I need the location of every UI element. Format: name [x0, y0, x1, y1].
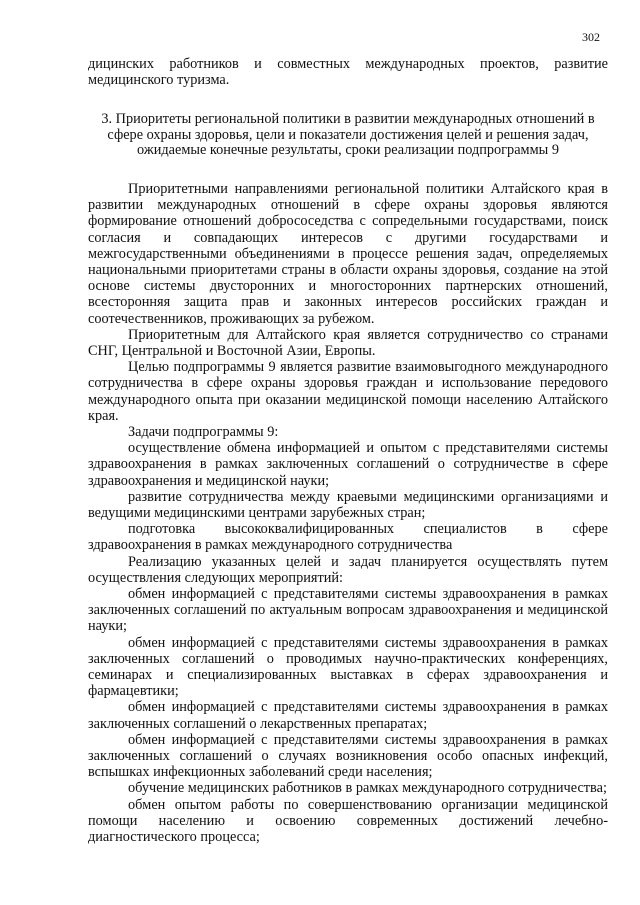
page-number: 302: [582, 30, 600, 44]
paragraph: Целью подпрограммы 9 является развитие взаимовыгодного международного сотрудничества в сфере охраны здоровья граждан и использование передового международного опыта при оказании медицинской помощи населению Алтайского края.: [88, 359, 608, 424]
tasks-heading: Задачи подпрограммы 9:: [128, 423, 279, 440]
paragraph: Реализацию указанных целей и задач планируется осуществлять путем осуществления следующих мероприятий:: [88, 553, 608, 586]
list-item: обмен информацией с представителями системы здравоохранения в рамках заключенных соглашений о случаях возникновения особо опасных инфекций, вспышках инфекционных заболеваний среди населения;: [88, 731, 608, 781]
list-item: осуществление обмена информацией и опытом с представителями системы здравоохранения в рамках заключенных соглашений о сотрудничестве в сфере здравоохранения и медицинской науки;: [88, 440, 608, 489]
paragraph: Приоритетными направлениями региональной политики Алтайского края в развитии международных отношений в сфере охраны здоровья являются формирование отношений добрососедства с сопредельными государствами, поиск согласия и совпадающих интересов с другими государствами и межгосударственными объединениями в процессе решения задач, определяемых национальными приоритетами страны в области охраны здоровья, создание на этой основе системы двусторонних и многосторонних партнерских отношений, всесторонняя защита прав и законных интересов российских граждан и соотечественников, проживающих за рубежом.: [88, 180, 608, 327]
section-heading: 3. Приоритеты региональной политики в развитии международных отношений в сфере охраны здоровья, цели и показатели достижения целей и решения задач, ожидаемые конечные результаты, сроки реализации подпрограммы 9: [101, 111, 595, 159]
list-item: обмен информацией с представителями системы здравоохранения в рамках заключенных соглашений по актуальным вопросам здравоохранения и медицинской науки;: [88, 585, 608, 635]
list-item: подготовка высококвалифицированных специалистов в сфере здравоохранения в рамках международного сотрудничества: [88, 521, 608, 554]
page-content: [88, 56, 608, 845]
list-item: обмен информацией с представителями системы здравоохранения в рамках заключенных соглашений о лекарственных препаратах;: [88, 699, 608, 732]
list-item: обмен информацией с представителями системы здравоохранения в рамках заключенных соглашений о проводимых научно-практических конференциях, семинарах и специализированных выставках в сферах здравоохранения и фармацевтики;: [88, 634, 608, 700]
list-item: развитие сотрудничества между краевыми медицинскими организациями и ведущими медицинскими центрами зарубежных стран;: [88, 488, 608, 521]
paragraph: Приоритетным для Алтайского края является сотрудничество со странами СНГ, Центральной и Восточной Азии, Европы.: [88, 326, 608, 359]
paragraph-continuation: дицинских работников и совместных международных проектов, развитие медицинского туризма.: [88, 56, 608, 89]
list-item: обучение медицинских работников в рамках международного сотрудничества;: [128, 780, 607, 797]
list-item: обмен опытом работы по совершенствованию организации медицинской помощи населению и освоению современных достижений лечебно-диагностического процесса;: [88, 796, 608, 846]
